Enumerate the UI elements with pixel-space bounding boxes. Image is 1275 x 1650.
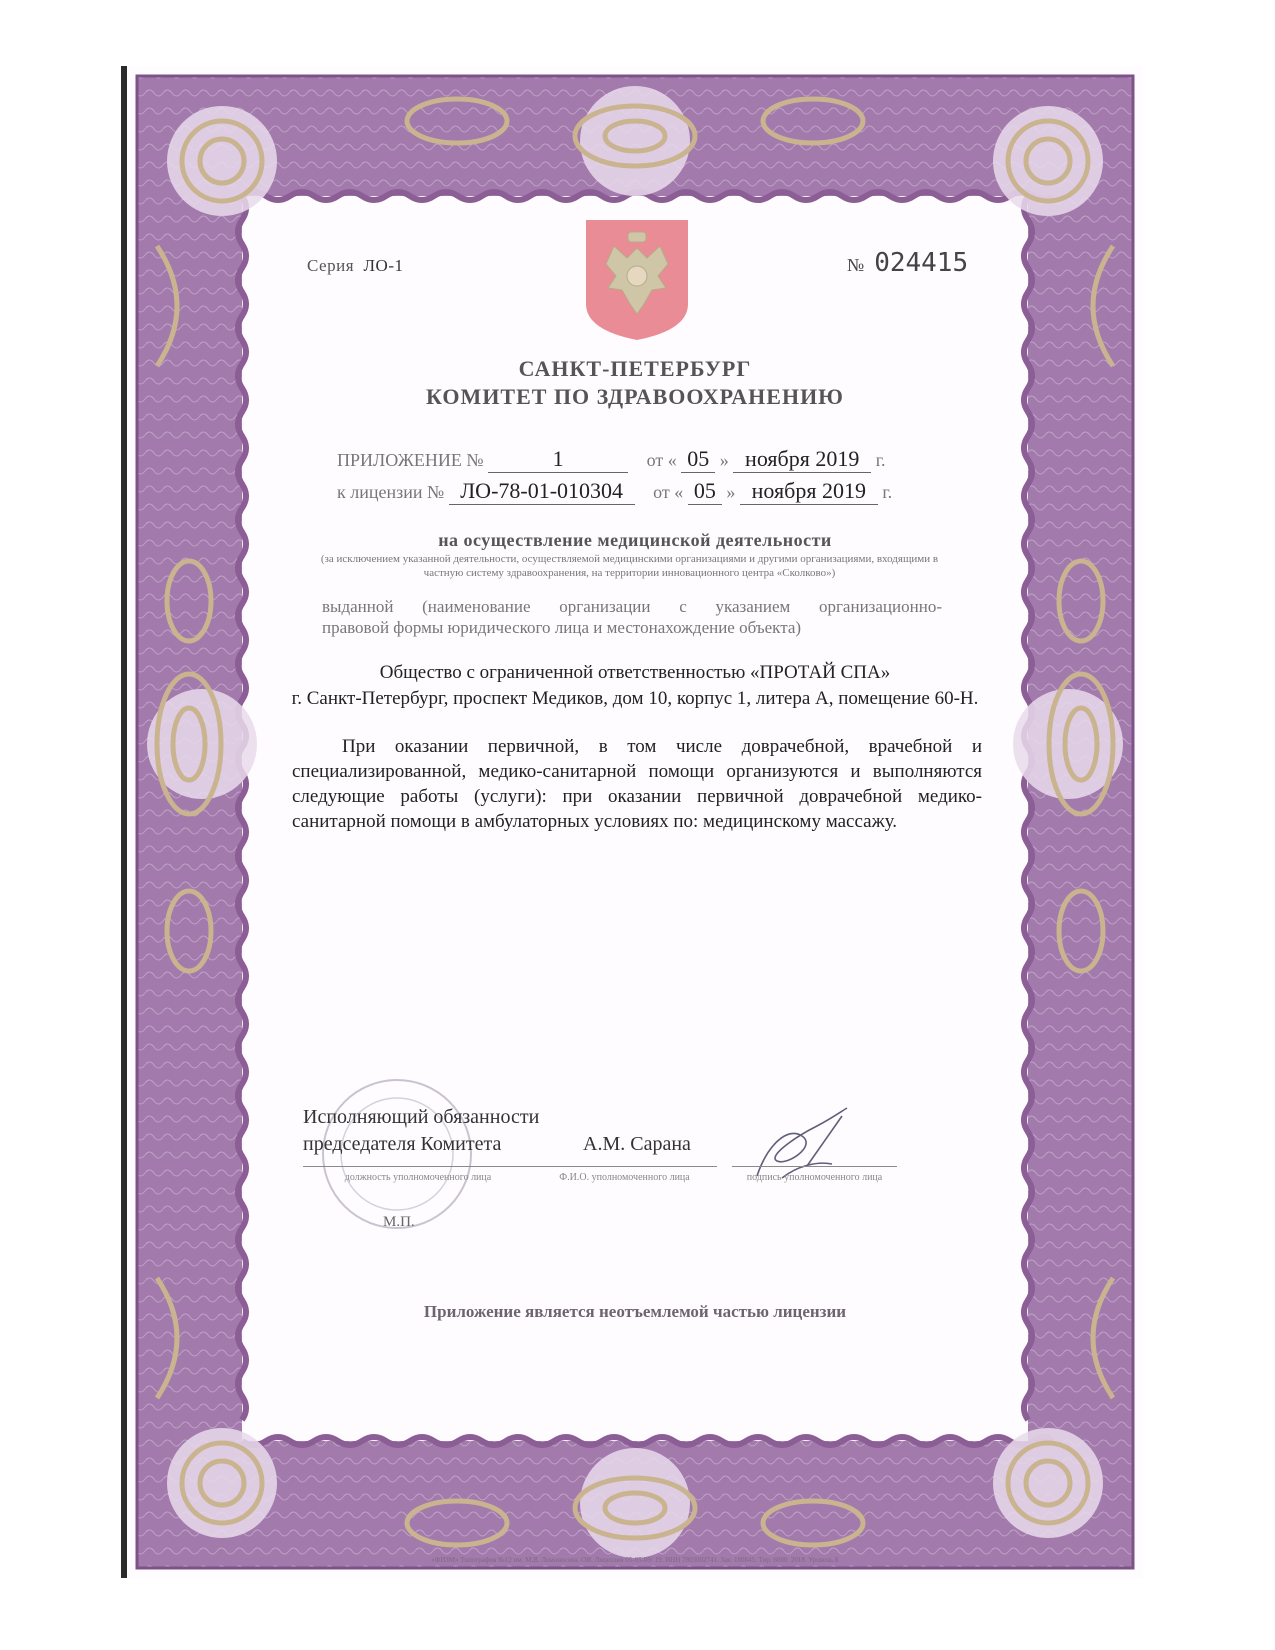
number-sign: № xyxy=(847,255,865,275)
form-number xyxy=(847,248,968,278)
series-value: ЛО-1 xyxy=(363,256,404,275)
series-label: Серия xyxy=(307,256,355,275)
coat-of-arms-icon xyxy=(584,218,690,342)
activity-heading: на осуществление медицинской деятельности xyxy=(438,530,832,550)
license-from-label: от « xyxy=(653,482,684,502)
appendix-day: 05 xyxy=(681,446,715,473)
series xyxy=(307,256,403,276)
number-value: 024415 xyxy=(874,248,969,278)
license-number: ЛО-78-01-010304 xyxy=(449,478,635,505)
signer-name: А.М. Сарана xyxy=(583,1133,691,1155)
appendix-mid: » xyxy=(719,450,729,470)
position-caption: должность уполномоченного лица xyxy=(344,1172,492,1183)
signer-position-line-2: председателя Комитета xyxy=(303,1133,502,1155)
license-month-year: ноября 2019 xyxy=(740,478,878,505)
fio-line xyxy=(532,1166,717,1167)
appendix-row xyxy=(337,446,886,473)
position-line xyxy=(303,1166,533,1167)
signature-caption: подпись уполномоченного лица xyxy=(746,1172,883,1183)
appendix-label: ПРИЛОЖЕНИЕ № xyxy=(337,450,484,470)
city-title: САНКТ-ПЕТЕРБУРГ xyxy=(518,356,752,381)
license-appendix-sheet xyxy=(127,66,1143,1578)
services-text: При оказании первичной, в том числе доврачебной, врачебной и специализированной, медико-санитарной помощи организуются и выполняются следующие работы (услуги): при оказании первичной доврачебной медико-санитарной помощи в амбулаторных условиях по: медицинскому массажу. xyxy=(292,736,982,832)
signature-line xyxy=(732,1166,897,1167)
printer-line: «ФИЗМ» Типография №12 им. М.В. Ломоносова. ОИ. Лицензия 05-05-09/ 19. ИНН 7803002741. Зак. 180845. Тир. 6000. 2018. Уровень Б xyxy=(431,1556,839,1564)
signer-position-line-1: Исполняющий обязанности xyxy=(303,1106,540,1128)
organization-address: г. Санкт-Петербург, проспект Медиков, дом 10, корпус 1, литера А, помещение 60-Н. xyxy=(291,688,979,709)
license-day: 05 xyxy=(688,478,722,505)
organization-name: Общество с ограниченной ответственностью «ПРОТАЙ СПА» xyxy=(379,662,891,683)
appendix-number: 1 xyxy=(488,446,628,473)
appendix-from-label: от « xyxy=(646,450,677,470)
committee-title: КОМИТЕТ ПО ЗДРАВООХРАНЕНИЮ xyxy=(426,384,844,409)
issued-caption xyxy=(322,596,942,638)
fio-caption: Ф.И.О. уполномоченного лица xyxy=(559,1172,690,1183)
license-label: к лицензии № xyxy=(337,482,445,502)
appendix-month-year: ноября 2019 xyxy=(733,446,871,473)
license-year-suffix: г. xyxy=(882,482,893,502)
issued-line-1: выданной (наименование организации с указанием организационно- xyxy=(322,597,942,616)
appendix-year-suffix: г. xyxy=(875,450,886,470)
footer-note: Приложение является неотъемлемой частью лицензии xyxy=(423,1302,847,1321)
license-mid: » xyxy=(726,482,736,502)
issued-line-2: правовой формы юридического лица и местонахождение объекта) xyxy=(322,618,802,637)
activity-note: (за исключением указанной деятельности, осуществляемой медицинскими организациями и другими организациями, входящими в частную систему здравоохранения, на территории инновационного центра «Сколково») xyxy=(320,553,939,579)
stamp-place: М.П. xyxy=(383,1214,415,1230)
license-row xyxy=(337,478,892,505)
